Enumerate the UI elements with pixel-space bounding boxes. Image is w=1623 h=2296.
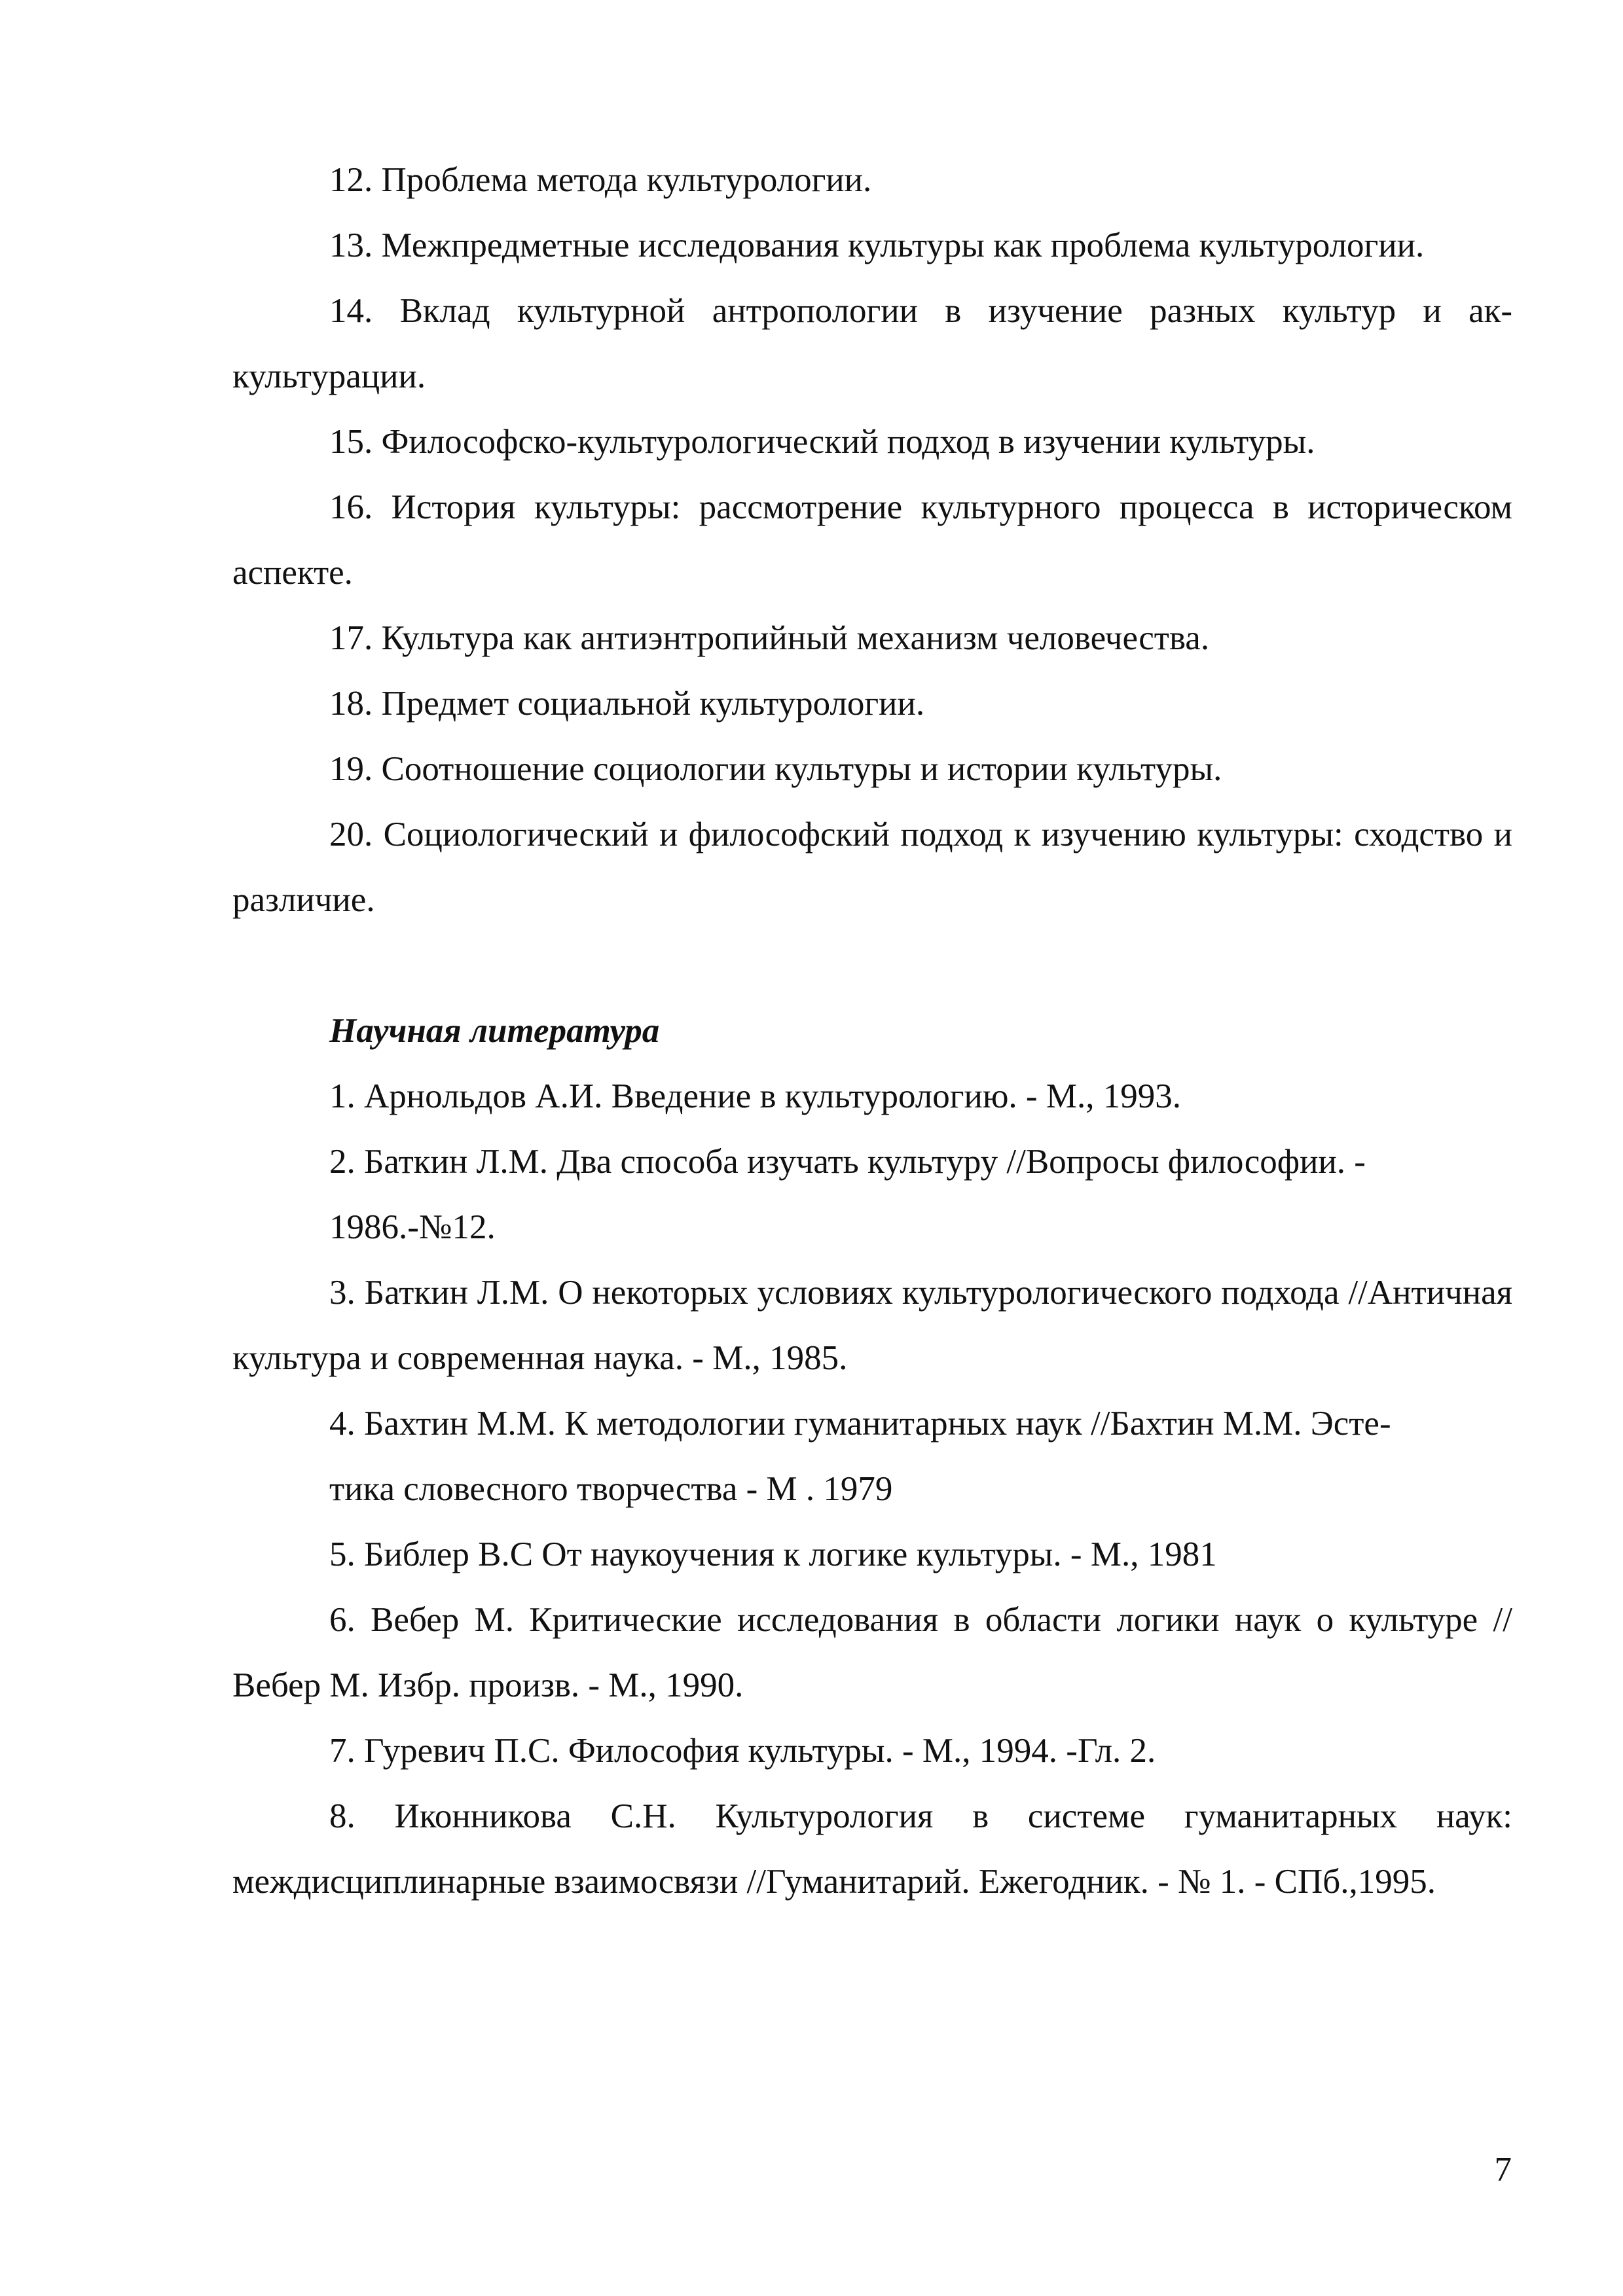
- question-item: 13. Межпредметные исследования культуры как проблема культурологии.: [329, 226, 1425, 264]
- literature-item-continuation: тика словесного творчества - М . 1979: [329, 1470, 893, 1508]
- question-item: 14. Вклад культурной антропологии в изучение разных культур и ак-культурации.: [232, 292, 1512, 395]
- page-number: 7: [1494, 2151, 1512, 2189]
- literature-item-continuation: 1986.-№12.: [329, 1208, 496, 1246]
- literature-item: 1. Арнольдов А.И. Введение в культурологию. - М., 1993.: [329, 1077, 1181, 1115]
- literature-item: 3. Баткин Л.М. О некоторых условиях культурологического подхода //Античная культура и современная наука. - М., 1985.: [232, 1274, 1512, 1377]
- question-item: 16. История культуры: рассмотрение культурного процесса в историческом аспекте.: [232, 488, 1512, 592]
- question-item: 15. Философско-культурологический подход в изучении культуры.: [329, 423, 1315, 461]
- question-item: 19. Соотношение социологии культуры и истории культуры.: [329, 750, 1222, 788]
- literature-item: 5. Библер В.С От наукоучения к логике культуры. - М., 1981: [329, 1535, 1217, 1573]
- literature-item: 7. Гуревич П.С. Философия культуры. - М., 1994. -Гл. 2.: [329, 1732, 1156, 1770]
- literature-item: 6. Вебер М. Критические исследования в области логики наук о культуре //Вебер М. Избр. произв. - М., 1990.: [232, 1601, 1512, 1704]
- section-spacer: [232, 933, 1512, 998]
- literature-heading: Научная литература: [329, 1012, 660, 1050]
- question-item: 12. Проблема метода культурологии.: [329, 161, 872, 199]
- literature-item: 4. Бахтин М.М. К методологии гуманитарных наук //Бахтин М.М. Эсте-: [329, 1405, 1391, 1443]
- question-item: 17. Культура как антиэнтропийный механизм человечества.: [329, 619, 1210, 657]
- questions-list: [232, 147, 1512, 1914]
- literature-item: 8. Иконникова С.Н. Культурология в системе гуманитарных наук: междисциплинарные взаимосвязи //Гуманитарий. Ежегодник. - № 1. - СПб.,1995.: [232, 1797, 1512, 1901]
- literature-item: 2. Баткин Л.М. Два способа изучать культуру //Вопросы философии. -: [329, 1143, 1366, 1181]
- question-item: 18. Предмет социальной культурологии.: [329, 685, 925, 723]
- question-item: 20. Социологический и философский подход к изучению культуры: сходство и различие.: [232, 816, 1512, 919]
